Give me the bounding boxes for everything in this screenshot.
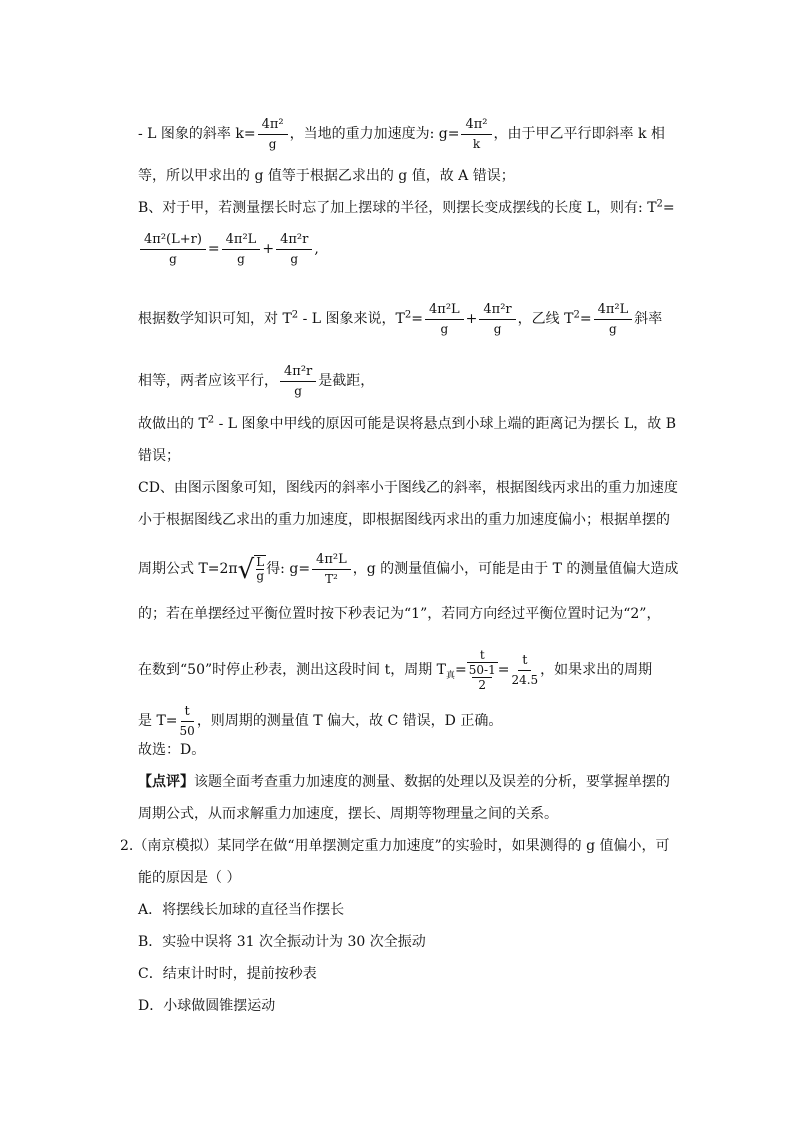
fraction: $\frac{\text{4π²L}}{\text{T²}}$: [312, 552, 351, 586]
solution-line-4: $\frac{\text{4π²(L+r)}}{g}$ = $\frac{\text{4π²L}}{g}$ + $\frac{\text{4π²r}}{g}$ ,: [138, 232, 319, 266]
option-d: D．小球做圆锥摆运动: [138, 998, 276, 1014]
fraction: $\frac{\text{4π²r}}{g}$: [276, 232, 312, 266]
solution-line-9: CD、由图示图象可知，图线丙的斜率小于图线乙的斜率，根据图线丙求出的重力加速度: [138, 480, 678, 496]
option-b: B．实验中误将 31 次全振动计为 30 次全振动: [138, 934, 426, 950]
fraction: $\frac{\text{4π²(L+r)}}{g}$: [140, 232, 206, 266]
fraction: $\frac{\text{4π²L}}{g}$: [222, 232, 261, 266]
solution-line-15: 故选：D。: [138, 742, 206, 758]
solution-line-8: 错误；: [138, 448, 180, 464]
question-stem-line-1: 2.（南京模拟）某同学在做“用单摆测定重力加速度”的实验时，如果测得的 g 值偏小，可: [120, 838, 670, 854]
solution-line-7: 故做出的 $T^2$ - L 图象中甲线的原因可能是误将悬点到小球上端的距离记为摆长 L，故 B: [138, 414, 677, 432]
review-line-2: 周期公式，从而求解重力加速度，摆长、周期等物理量之间的关系。: [138, 806, 558, 822]
review-tag: 【点评】: [138, 774, 194, 790]
solution-line-13: 在数到“50”时停止秒表，测出这段时间 t，周期 $T_真=$ t 50-1 2 = $\frac{t}{24.5}$ ，如果求出的周期: [138, 648, 653, 692]
square-root: √ L g: [237, 555, 265, 585]
fraction: $\frac{\text{4π²L}}{g}$: [594, 302, 633, 336]
nested-fraction: t 50-1 2: [468, 648, 496, 692]
option-c: C．结束计时时，提前按秒表: [138, 966, 317, 982]
fraction: $\frac{\text{4π²L}}{g}$: [425, 302, 464, 336]
solution-line-2: 等，所以甲求出的 g 值等于根据乙求出的 g 值，故 A 错误；: [138, 168, 515, 184]
option-a: A．将摆线长加球的直径当作摆长: [138, 902, 345, 918]
fraction: $\frac{\text{4π²r}}{g}$: [479, 302, 515, 336]
solution-line-5: 根据数学知识可知，对 $T^2$ - L 图象来说，$T^2=$ $\frac{\text{4π²L}}{g}$ + $\frac{\text{4π²r}}{g}$ ，乙线 $T^2=$ $\frac{\text{4π²L}}{g}$ 斜率: [138, 302, 663, 336]
solution-line-10: 小于根据图线乙求出的重力加速度，即根据图线丙求出的重力加速度偏小；根据单摆的: [138, 512, 670, 528]
question-stem-line-2: 能的原因是（ ）: [138, 870, 241, 886]
review-line-1: 【点评】该题全面考查重力加速度的测量、数据的处理以及误差的分析，要掌握单摆的: [138, 774, 670, 790]
solution-line-11: 周期公式 T=2π √ L g 得: g= $\frac{\text{4π²L}}{\text{T²}}$ ，g 的测量值偏小，可能是由于 T 的测量值偏大造成: [138, 552, 679, 586]
fraction: $\frac{t}{50}$: [179, 704, 195, 738]
fraction: $\frac{\text{4π²r}}{g}$: [280, 364, 316, 398]
solution-line-12: 的；若在单摆经过平衡位置时按下秒表记为“1”，若同方向经过平衡位置时记为“2”，: [138, 606, 661, 622]
fraction: $\frac{\text{4π²}}{k}$: [461, 117, 491, 151]
solution-line-14: 是 T= $\frac{t}{50}$ ，则周期的测量值 T 偏大，故 C 错误，D 正确。: [138, 704, 503, 738]
fraction: $\frac{\text{4π²}}{g}$: [258, 117, 288, 151]
solution-line-6: 相等，两者应该平行， $\frac{\text{4π²r}}{g}$ 是截距，: [138, 364, 375, 398]
solution-line-3: B、对于甲，若测量摆长时忘了加上摆球的半径，则摆长变成摆线的长度 L，则有: $T^2=$: [138, 198, 675, 216]
fraction: $\frac{t}{24.5}$: [511, 653, 539, 687]
solution-line-1: - L 图象的斜率 k= $\frac{\text{4π²}}{g}$ ，当地的重力加速度为: g= $\frac{\text{4π²}}{k}$ ，由于甲乙平行即斜率 k 相: [138, 117, 665, 151]
